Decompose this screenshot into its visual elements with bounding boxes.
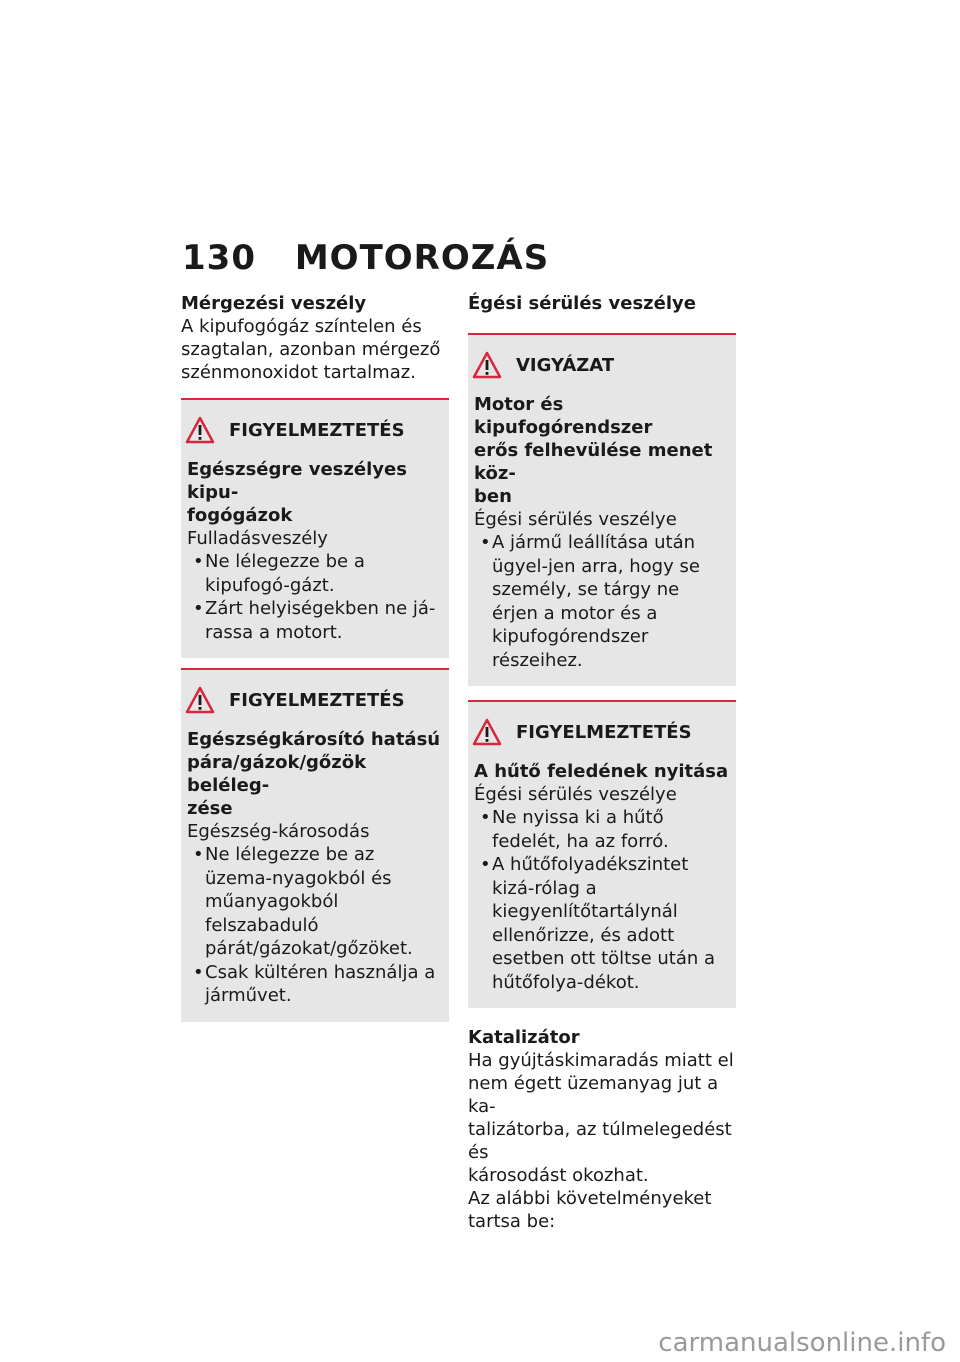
list-item: • Csak kültéren használja a járművet. bbox=[187, 961, 443, 1008]
list-item: • Zárt helyiségekben ne já-rassa a motort. bbox=[187, 597, 443, 644]
warning-heading: fogógázok bbox=[187, 505, 293, 526]
caution-heading: ben bbox=[474, 486, 512, 507]
caution-box-title bbox=[474, 351, 730, 379]
warning-label: FIGYELMEZTETÉS bbox=[229, 419, 405, 441]
list-item: • Ne nyissa ki a hűtő fedelét, ha az forró. bbox=[474, 806, 730, 853]
bullet-list bbox=[474, 806, 730, 994]
page-number: 130 bbox=[182, 238, 256, 278]
bullet-list bbox=[187, 550, 443, 644]
paragraph-line: Az alábbi követelményeket bbox=[468, 1188, 712, 1209]
warning-box bbox=[468, 700, 736, 1008]
bullet-list bbox=[474, 531, 730, 672]
bullet-list bbox=[187, 843, 443, 1008]
caution-subtitle: Égési sérülés veszélye bbox=[474, 509, 677, 530]
paragraph-line: Ha gyújtáskimaradás miatt el bbox=[468, 1050, 734, 1071]
warning-heading: pára/gázok/gőzök beléleg- bbox=[187, 752, 367, 796]
watermark: carmanualsonline.info bbox=[658, 1328, 946, 1358]
warning-label: FIGYELMEZTETÉS bbox=[516, 721, 692, 743]
section-heading: Mérgezési veszély bbox=[181, 293, 367, 314]
warning-box-title bbox=[187, 416, 443, 444]
list-item: • A hűtőfolyadékszintet kizá-rólag a kiegyenlítőtartálynál ellenőrizze, és adott esetben ott töltse után a hűtőfolya-dékot. bbox=[474, 853, 730, 994]
warning-box-title bbox=[474, 718, 730, 746]
page-header bbox=[182, 238, 549, 278]
caution-box bbox=[468, 333, 736, 686]
paragraph-line: nem égett üzemanyag jut a ka- bbox=[468, 1073, 719, 1117]
caution-heading: Motor és kipufogórendszer bbox=[474, 394, 653, 438]
section-heading: Katalizátor bbox=[468, 1027, 580, 1048]
list-item: • A jármű leállítása után ügyel-jen arra, hogy se személy, se tárgy ne érjen a motor és a kipufogórendszer részeihez. bbox=[474, 531, 730, 672]
warning-subtitle: Fulladásveszély bbox=[187, 528, 328, 549]
warning-subtitle: Égési sérülés veszélye bbox=[474, 784, 677, 805]
warning-subtitle: Egészség-károsodás bbox=[187, 821, 370, 842]
warning-box bbox=[181, 398, 449, 658]
warning-label: FIGYELMEZTETÉS bbox=[229, 689, 405, 711]
warning-heading: Egészségre veszélyes kipu- bbox=[187, 459, 407, 503]
warning-heading: A hűtő feledének nyitása bbox=[474, 761, 729, 782]
chapter-title: MOTOROZÁS bbox=[294, 238, 550, 278]
paragraph-line: károsodást okozhat. bbox=[468, 1165, 649, 1186]
warning-heading: Egészségkárosító hatású bbox=[187, 729, 441, 750]
warning-triangle-icon bbox=[472, 351, 502, 379]
warning-triangle-icon bbox=[472, 718, 502, 746]
left-column bbox=[181, 292, 449, 1022]
caution-heading: erős felhevülése menet köz- bbox=[474, 440, 713, 484]
paragraph-line: talizátorba, az túlmelegedést és bbox=[468, 1119, 732, 1163]
caution-label: VIGYÁZAT bbox=[516, 354, 615, 376]
warning-box-title bbox=[187, 686, 443, 714]
paragraph-line: szagtalan, azonban mérgező bbox=[181, 339, 441, 360]
right-column bbox=[468, 292, 736, 1233]
warning-triangle-icon bbox=[185, 686, 215, 714]
warning-box bbox=[181, 668, 449, 1022]
warning-triangle-icon bbox=[185, 416, 215, 444]
list-item: • Ne lélegezze be az üzema-nyagokból és műanyagokból felszabaduló párát/gázokat/gőzöket. bbox=[187, 843, 443, 961]
paragraph-line: szénmonoxidot tartalmaz. bbox=[181, 362, 416, 383]
list-item: • Ne lélegezze be a kipufogó-gázt. bbox=[187, 550, 443, 597]
paragraph-line: A kipufogógáz színtelen és bbox=[181, 316, 422, 337]
paragraph-line: tartsa be: bbox=[468, 1211, 556, 1232]
warning-heading: zése bbox=[187, 798, 233, 819]
section-heading: Égési sérülés veszélye bbox=[468, 293, 696, 314]
